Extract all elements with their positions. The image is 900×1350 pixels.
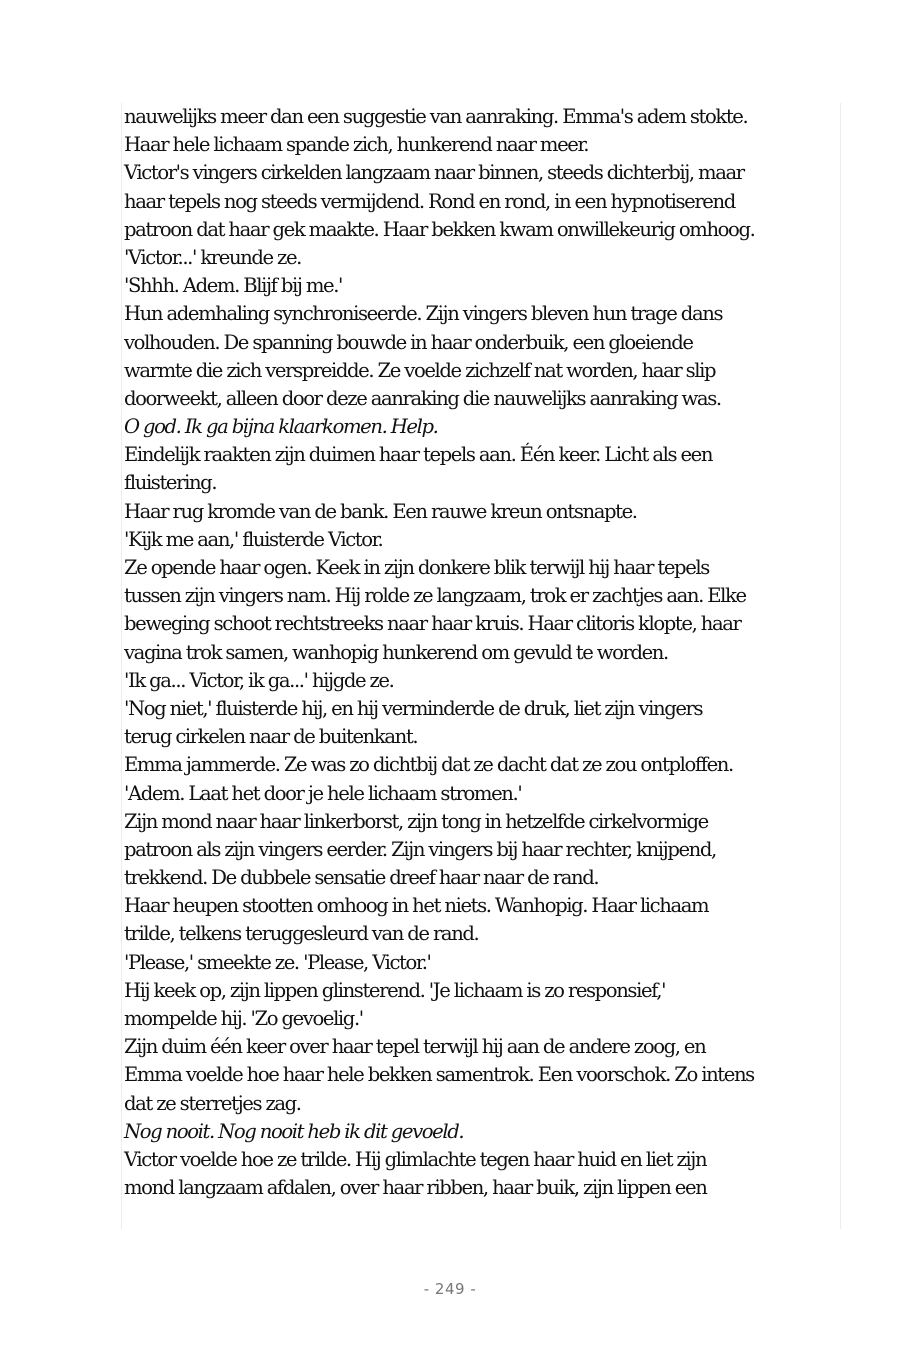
- text-line: patroon als zijn vingers eerder. Zijn vingers bij haar rechter, knijpend,: [124, 837, 716, 861]
- text-line: 'Nog niet,' fluisterde hij, en hij verminderde de druk, liet zijn vingers: [124, 696, 703, 720]
- italic-text-line: O god. Ik ga bijna klaarkomen. Help.: [124, 415, 438, 439]
- text-line: 'Shhh. Adem. Blijf bij me.': [124, 274, 343, 298]
- text-line: Ze opende haar ogen. Keek in zijn donkere blik terwijl hij haar tepels: [124, 556, 709, 579]
- text-line: 'Victor...' kreunde ze.: [124, 245, 302, 269]
- text-line: Emma jammerde. Ze was zo dichtbij dat ze dacht dat ze zou ontploffen.: [124, 753, 733, 777]
- text-line: Haar heupen stootten omhoog in het niets. Wanhopig. Haar lichaam: [124, 894, 709, 918]
- text-line: 'Kijk me aan,' fluisterde Victor.: [124, 527, 383, 551]
- italic-text-line: Nog nooit. Nog nooit heb ik dit gevoeld.: [124, 1119, 464, 1143]
- text-line: fluistering.: [124, 471, 217, 495]
- text-line: Victor voelde hoe ze trilde. Hij glimlachte tegen haar huid en liet zijn: [124, 1147, 707, 1171]
- text-line: vagina trok samen, wanhopig hunkerend om gevuld te worden.: [124, 640, 668, 664]
- text-line: beweging schoot rechtstreeks naar haar kruis. Haar clitoris klopte, haar: [124, 612, 741, 636]
- text-line: Hij keek op, zijn lippen glinsterend. 'Je lichaam is zo responsief,': [124, 978, 666, 1002]
- text-line: Eindelijk raakten zijn duimen haar tepels aan. Één keer. Licht als een: [124, 443, 713, 467]
- text-line: patroon dat haar gek maakte. Haar bekken kwam onwillekeurig omhoog.: [124, 217, 755, 241]
- text-line: dat ze sterretjes zag.: [124, 1091, 301, 1115]
- text-line: trekkend. De dubbele sensatie dreef haar naar de rand.: [124, 866, 599, 890]
- text-line: warmte die zich verspreidde. Ze voelde zichzelf nat worden, haar slip: [124, 358, 716, 382]
- text-line: doorweekt, alleen door deze aanraking die nauwelijks aanraking was.: [124, 386, 721, 410]
- text-line: Zijn duim één keer over haar tepel terwijl hij aan de andere zoog, en: [124, 1035, 706, 1059]
- text-line: haar tepels nog steeds vermijdend. Rond en rond, in een hypnotiserend: [124, 189, 735, 213]
- text-line: Emma voelde hoe haar hele bekken samentrok. Een voorschok. Zo intens: [124, 1063, 754, 1087]
- text-line: tussen zijn vingers nam. Hij rolde ze langzaam, trok er zachtjes aan. Elke: [124, 584, 746, 608]
- text-line: Haar hele lichaam spande zich, hunkerend naar meer.: [124, 133, 589, 157]
- text-line: volhouden. De spanning bouwde in haar onderbuik, een gloeiende: [124, 330, 693, 354]
- text-line: Victor's vingers cirkelden langzaam naar binnen, steeds dichterbij, maar: [124, 161, 744, 185]
- text-line: mond langzaam afdalen, over haar ribben, haar buik, zijn lippen een: [124, 1176, 707, 1200]
- text-line: nauwelijks meer dan een suggestie van aanraking. Emma's adem stokte.: [124, 105, 748, 128]
- body-text: [121, 103, 841, 1229]
- text-line: Zijn mond naar haar linkerborst, zijn tong in hetzelfde cirkelvormige: [124, 809, 708, 833]
- text-line: trilde, telkens teruggesleurd van de rand.: [124, 922, 479, 946]
- text-line: 'Ik ga... Victor, ik ga...' hijgde ze.: [124, 668, 394, 692]
- text-line: 'Adem. Laat het door je hele lichaam stromen.': [124, 781, 522, 805]
- text-line: 'Please,' smeekte ze. 'Please, Victor.': [124, 950, 431, 974]
- text-line: terug cirkelen naar de buitenkant.: [124, 725, 418, 749]
- text-line: Hun ademhaling synchroniseerde. Zijn vingers bleven hun trage dans: [124, 302, 723, 326]
- page-number: - 249 -: [423, 1280, 477, 1298]
- text-line: Haar rug kromde van de bank. Een rauwe kreun ontsnapte.: [124, 499, 637, 523]
- text-line: mompelde hij. 'Zo gevoelig.': [124, 1007, 363, 1030]
